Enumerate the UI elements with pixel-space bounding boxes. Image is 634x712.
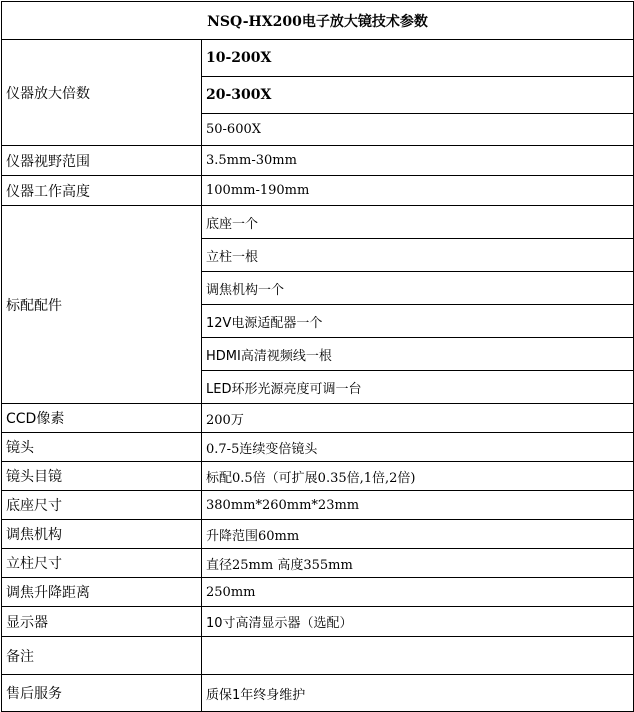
value-after-sales: 质保1年终身维护 [202,675,634,712]
value-base-size: 380mm*260mm*23mm [202,491,634,520]
label-pillar-size: 立柱尺寸 [2,549,202,578]
table-title: NSQ-HX200电子放大镜技术参数 [2,2,634,40]
value-remarks [202,637,634,675]
value-magnification-2: 20-300X [202,77,634,114]
value-focus-travel: 250mm [202,578,634,607]
label-remarks: 备注 [2,637,202,675]
label-accessories: 标配配件 [2,206,202,404]
value-pillar-size: 直径25mm 高度355mm [202,549,634,578]
label-lens: 镜头 [2,433,202,462]
label-after-sales: 售后服务 [2,675,202,712]
label-ccd: CCD像素 [2,404,202,433]
value-objective: 标配0.5倍（可扩展0.35倍,1倍,2倍) [202,462,634,491]
label-focus-travel: 调焦升降距离 [2,578,202,607]
label-base-size: 底座尺寸 [2,491,202,520]
label-objective: 镜头目镜 [2,462,202,491]
spec-table [1,1,634,712]
value-working-height: 100mm-190mm [202,176,634,206]
value-accessory-2: 立柱一根 [202,239,634,272]
value-focus-mechanism: 升降范围60mm [202,520,634,549]
value-accessory-1: 底座一个 [202,206,634,239]
value-magnification-3: 50-600X [202,114,634,146]
value-ccd: 200万 [202,404,634,433]
value-accessory-6: LED环形光源亮度可调一台 [202,371,634,404]
value-magnification-1: 10-200X [202,40,634,77]
value-field-of-view: 3.5mm-30mm [202,146,634,176]
value-display: 10寸高清显示器（选配） [202,607,634,637]
label-magnification: 仪器放大倍数 [2,40,202,146]
value-accessory-3: 调焦机构一个 [202,272,634,305]
label-display: 显示器 [2,607,202,637]
value-accessory-5: HDMI高清视频线一根 [202,338,634,371]
value-lens: 0.7-5连续变倍镜头 [202,433,634,462]
label-field-of-view: 仪器视野范围 [2,146,202,176]
label-working-height: 仪器工作高度 [2,176,202,206]
label-focus-mechanism: 调焦机构 [2,520,202,549]
value-accessory-4: 12V电源适配器一个 [202,305,634,338]
